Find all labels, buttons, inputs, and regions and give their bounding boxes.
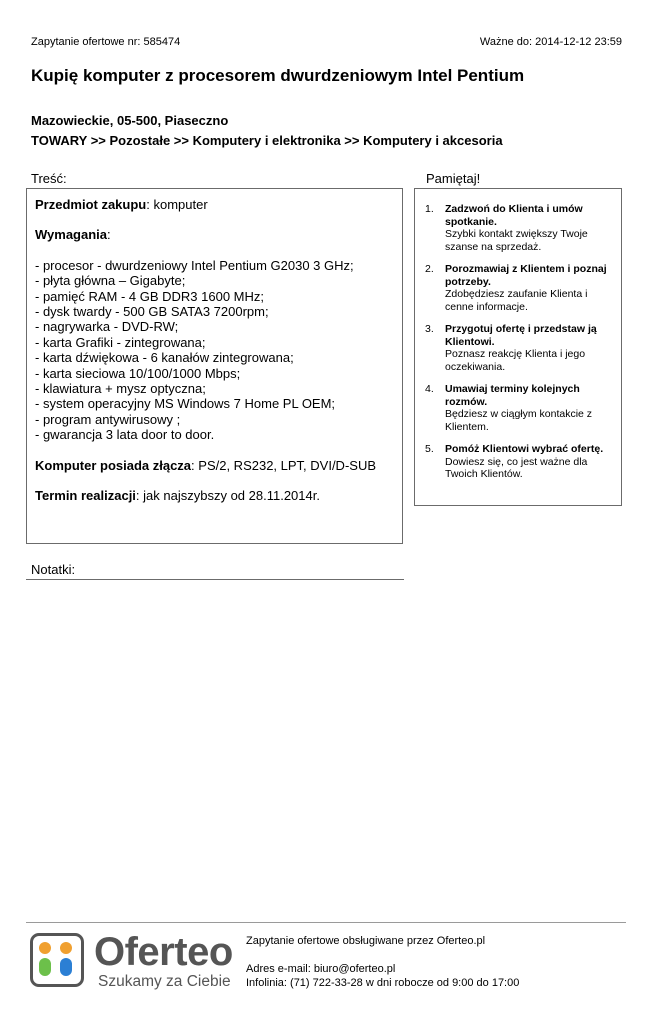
deadline-line (35, 488, 394, 503)
tip-number: 5. (425, 443, 434, 455)
tip-text: Poznasz reakcję Klienta i jego oczekiwania. (445, 348, 586, 373)
tip-text: Dowiesz się, co jest ważne dla Twoich Klientów. (445, 455, 588, 480)
logo-people-icon (30, 933, 84, 987)
tip-title: Zadzwoń do Klienta i umów spotkanie. (445, 203, 583, 228)
tip-title: Porozmawiaj z Klientem i poznaj potrzeby. (445, 263, 607, 288)
breadcrumb: TOWARY >> Pozostałe >> Komputery i elektronika >> Komputery i akcesoria (31, 133, 503, 148)
requirements-heading (35, 227, 394, 242)
ports-line (35, 458, 394, 473)
remember-label: Pamiętaj! (426, 171, 481, 186)
content-label: Treść: (31, 171, 67, 186)
subject-line (35, 197, 394, 212)
valid-until: Ważne do: 2014-12-12 23:59 (479, 36, 622, 48)
notes-label: Notatki: (31, 562, 76, 577)
requirement-item: - karta sieciowa 10/100/1000 Mbps; (35, 365, 241, 381)
tip-title: Umawiaj terminy kolejnych rozmów. (445, 383, 580, 408)
deadline-label: Termin realizacji (35, 488, 136, 504)
requirement-item: - klawiatura + mysz optyczna; (35, 381, 206, 397)
requirement-item: - karta Grafiki - zintegrowana; (35, 334, 206, 350)
requirement-item: - procesor - dwurdzeniowy Intel Pentium G2030 3 GHz; (35, 257, 354, 273)
tip-item (425, 383, 609, 433)
requirement-item: - karta dźwiękowa - 6 kanałów zintegrowana; (35, 350, 294, 366)
requirement-item: - nagrywarka - DVD-RW; (35, 319, 179, 335)
tip-number: 4. (425, 383, 434, 395)
remember-box (414, 188, 622, 506)
logo-wordmark: Oferteo (94, 930, 233, 974)
tip-number: 3. (425, 323, 434, 335)
footer-email: Adres e-mail: biuro@oferteo.pl (246, 963, 396, 975)
ports-label: Komputer posiada złącza (35, 457, 192, 473)
footer-hotline: Infolinia: (71) 722-33-28 w dni robocze od 9:00 do 17:00 (246, 977, 520, 989)
requirements-list (35, 258, 394, 443)
tip-number: 2. (425, 263, 434, 275)
tip-text: Zdobędziesz zaufanie Klienta i cenne informacje. (445, 288, 588, 313)
ports-value: : PS/2, RS232, LPT, DVI/D-SUB (191, 457, 377, 473)
tip-number: 1. (425, 203, 434, 215)
footer-service: Zapytanie ofertowe obsługiwane przez Oferteo.pl (246, 935, 486, 947)
subject-label: Przedmiot zakupu (35, 197, 147, 212)
footer-divider (26, 922, 626, 923)
tip-item (425, 443, 609, 481)
tip-item (425, 263, 609, 313)
tips-list (425, 203, 609, 481)
tip-item (425, 323, 609, 373)
tip-item (425, 203, 609, 253)
notes-divider (26, 579, 404, 580)
tip-text: Szybki kontakt zwiększy Twoje szanse na sprzedaż. (445, 228, 588, 253)
requirement-item: - gwarancja 3 lata door to door. (35, 427, 215, 443)
subject-value: : komputer (146, 197, 208, 212)
page-title: Kupię komputer z procesorem dwurdzeniowym Intel Pentium (31, 66, 525, 85)
request-number: Zapytanie ofertowe nr: 585474 (31, 36, 181, 48)
requirements-colon: : (107, 227, 111, 243)
footer-contact (246, 934, 519, 990)
requirement-item: - dysk twardy - 500 GB SATA3 7200rpm; (35, 304, 269, 320)
requirements-label: Wymagania (35, 227, 108, 243)
tip-title: Pomóż Klientowi wybrać ofertę. (445, 443, 604, 455)
requirement-item: - pamięć RAM - 4 GB DDR3 1600 MHz; (35, 288, 265, 304)
deadline-value: : jak najszybszy od 28.11.2014r. (135, 488, 320, 504)
tip-title: Przygotuj ofertę i przedstaw ją Klientowi. (445, 323, 597, 348)
logo-slogan: Szukamy za Ciebie (98, 973, 231, 990)
location: Mazowieckie, 05-500, Piaseczno (31, 113, 229, 128)
oferteo-logo (30, 930, 240, 992)
requirement-item: - płyta główna – Gigabyte; (35, 273, 186, 289)
tip-text: Będziesz w ciągłym kontakcie z Klientem. (445, 408, 593, 433)
requirement-item: - system operacyjny MS Windows 7 Home PL OEM; (35, 396, 336, 412)
requirement-item: - program antywirusowy ; (35, 411, 181, 427)
content-box (26, 188, 403, 544)
